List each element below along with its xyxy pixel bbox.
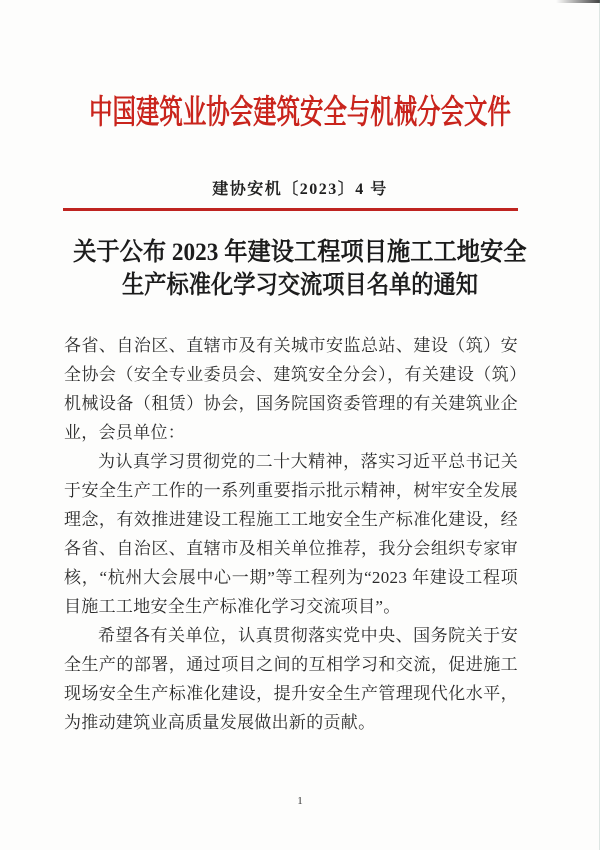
doc-body [64, 331, 518, 737]
doc-title-line-1: 关于公布 2023 年建设工程项目施工工地安全 [73, 239, 527, 266]
doc-title [0, 236, 600, 302]
org-header [0, 94, 600, 132]
doc-title-line-2: 生产标准化学习交流项目名单的通知 [121, 272, 478, 299]
doc-number: 建协安机〔2023〕4 号 [212, 181, 388, 198]
body-paragraph-announcement: 为认真学习贯彻党的二十大精神，落实习近平总书记关于安全生产工作的一系列重要指示批示精神，树牢安全发展理念，有效推进建设工程施工工地安全生产标准化建设，经各省、自治区、直辖市及相关单位推荐，我分会组织专家审核，“杭州大会展中心一期”等工程列为“2023 年建设工程项目施工工地安全生产标准化学习交流项目”。 [64, 452, 518, 616]
body-paragraph-salutation: 各省、自治区、直辖市及有关城市安监总站、建设（筑）安全协会（安全专业委员会、建筑安全分会），有关建设（筑）机械设备（租赁）协会，国务院国资委管理的有关建筑业企业，会员单位： [64, 336, 518, 442]
page-number: 1 [297, 795, 303, 807]
scan-artifact-top-right [556, 0, 600, 3]
red-separator-rule [63, 208, 518, 211]
org-header-text: 中国建筑业协会建筑安全与机械分会文件 [89, 95, 511, 131]
body-paragraph-expectation: 希望各有关单位，认真贯彻落实党中央、国务院关于安全生产的部署，通过项目之间的互相学习和交流，促进施工现场安全生产标准化建设，提升安全生产管理现代化水平，为推动建筑业高质量发展做出新的贡献。 [64, 626, 518, 732]
